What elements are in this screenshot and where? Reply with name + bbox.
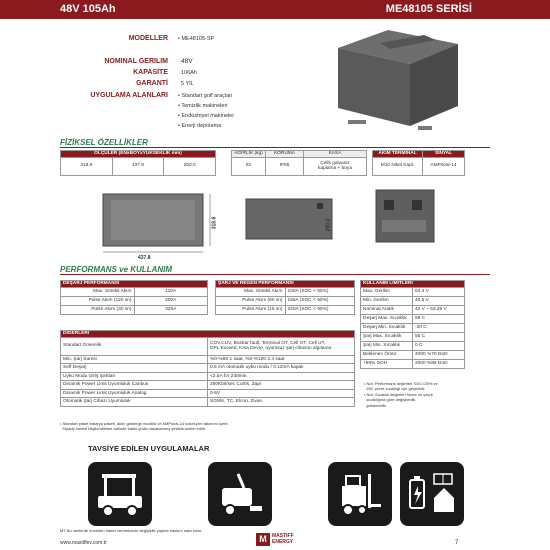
discharge-label: Max. Sürekli Akım — [61, 287, 135, 296]
charge-header: ŞARJ VE REGEN PERFORMANSI — [216, 281, 355, 288]
limit-value: 2000 %85 DoD — [413, 359, 465, 368]
section-divider — [60, 274, 490, 275]
header-bar — [0, 0, 550, 19]
spec-label-warranty: GARANTİ — [136, 80, 168, 87]
series-title: ME48105 SERİSİ — [385, 3, 472, 15]
other-value: SGMS, TC, Elcon, Zivan — [208, 398, 355, 407]
discharge-table — [60, 280, 208, 315]
discharge-value: 110A — [134, 287, 208, 296]
other-value: 250Kbit/sec Curtis, Zapi — [208, 381, 355, 390]
limit-value: 55 C — [413, 332, 465, 341]
physical-section-title: FİZİKSEL ÖZELLİKLER — [60, 138, 148, 147]
limits-notes: • Not: Performans değerleri SOC<25% ve 25C çevre sıcaklığı için geçerlidir. • Not: Sıcaklık değerleri hücre ve çevre sıcaklığına göre değişkenlik gösterebilir. — [364, 381, 438, 408]
spec-label-applications: UYGULAMA ALANLARI — [90, 92, 168, 99]
limit-value: 42 V – 53.25 V — [413, 305, 465, 314]
side-view-drawing — [95, 190, 225, 260]
case-header: KASA — [304, 151, 367, 158]
signal-header: SİNYAL — [423, 151, 465, 158]
weight-table — [231, 150, 367, 176]
limit-label: Min. Gerilim — [361, 296, 413, 305]
other-label: Min. Şarj Süresi — [61, 355, 208, 364]
spec-label-voltage: NOMINAL GERILIM — [104, 58, 168, 65]
other-label: Uyku Modu Giriş Şartları — [61, 372, 208, 381]
limit-value: 4000 %70 DoD — [413, 350, 465, 359]
discharge-label: Pulse Akım (30 sn) — [61, 305, 135, 314]
limit-label: Şarj Max. Sıcaklık — [361, 332, 413, 341]
terminal-table — [372, 150, 465, 176]
brand-logo-icon: M — [256, 533, 270, 546]
other-label: Otomatik Şarj Cihazı Uyumluluk — [61, 398, 208, 407]
charge-value: 100A (SOC < 80%) — [285, 287, 355, 296]
spec-value-app-1: • Standart golf araçları — [178, 93, 233, 99]
charge-value: 155A (SOC < 90%) — [285, 296, 355, 305]
limits-table — [360, 280, 465, 369]
charge-value: 220A (SOC < 90%) — [285, 305, 355, 314]
dim-value: 250.0 — [164, 157, 216, 175]
dim-value: 318.6 — [61, 157, 113, 175]
limit-value: 58 C — [413, 314, 465, 323]
model-title: 48V 105Ah — [60, 3, 116, 15]
terminal-header: AKIM TERMİNAL — [373, 151, 423, 158]
other-value: <2.5A for 240min. — [208, 372, 355, 381]
other-header: DİĞERLERİ — [61, 331, 355, 338]
other-notes: • Standart paket batarya paketi, akıllı gösterge modülü ve AMPseal-14 soket-pim takımını içerir. Sipariş öncesi bilgilendirilme halinde kablo grubu tasarlanmış şekilde teslim edilir. — [60, 421, 229, 432]
other-value: 0-5V — [208, 389, 355, 398]
dims-header: ÖLÇÜLER (ENxBOYxYÜKSEKLİK mm) — [61, 151, 216, 158]
protection-value: IP65 — [266, 157, 304, 175]
discharge-value: 320A — [134, 305, 208, 314]
spec-value-app-2: • Temizlik makineleri — [178, 103, 228, 109]
disclaimer-text: MT Bu verilerde önceden haber vermeksizin değişiklik yapma hakkını saklı tutar. — [60, 528, 202, 533]
spec-label-capacity: KAPASİTE — [133, 69, 168, 76]
spec-value-models: • ME48105-SP — [178, 36, 215, 42]
other-value: 0.6 mA otomatik uyku modu / 0.12mA kapalı — [208, 364, 355, 373]
page-number: 7 — [455, 540, 459, 546]
dimensions-table — [60, 150, 216, 176]
limit-label: Nominal Aralık — [361, 305, 413, 314]
weight-header: AĞIRLIK (kg) — [232, 151, 266, 158]
limit-value: 0 C — [413, 341, 465, 350]
signal-value: AMPseal-14 — [423, 157, 465, 175]
limit-label: Beklenen Ömür — [361, 350, 413, 359]
drawing-width-label: 437.8 — [138, 255, 151, 261]
terminal-value: M10 Nikel Kapl. — [373, 157, 423, 175]
golf-cart-icon — [88, 462, 152, 526]
spec-label-models: MODELLER — [128, 35, 168, 42]
limit-label: Max. Gerilim — [361, 287, 413, 296]
terminal-view-drawing — [372, 186, 437, 246]
applications-title: TAVSİYE EDİLEN UYGULAMALAR — [88, 444, 210, 453]
other-label: Dinamik Power Limit Uyumluluk Analog — [61, 389, 208, 398]
other-label: Self Deşarj — [61, 364, 208, 373]
limit-label: +80% SOH — [361, 359, 413, 368]
website-link[interactable]: www.mastiffev.com.tr — [60, 540, 107, 546]
charge-label: Pulse Akım (60 sn) — [216, 296, 286, 305]
spec-value-app-3: • Endüstriyel makineler — [178, 113, 235, 119]
limit-value: 40.5 V — [413, 296, 465, 305]
charge-label: Pulse Akım (15 sn) — [216, 305, 286, 314]
spec-value-app-4: • Enerji depolama — [178, 123, 222, 129]
weight-value: 62 — [232, 157, 266, 175]
other-value: %0-%80 1 saat, %0-%100 2.4 saat — [208, 355, 355, 364]
other-label: Dinamik Power Limit Uyumluluk Canbus — [61, 381, 208, 390]
brand-name: MASTIFF ENERGY — [272, 533, 294, 545]
energy-storage-icon — [400, 462, 464, 526]
forklift-icon — [328, 462, 392, 526]
spec-value-warranty: 5 YIL — [181, 81, 194, 87]
discharge-header: DEŞARJ PERFORMANSI — [61, 281, 208, 288]
other-label: Standart Güvenlik — [61, 337, 208, 355]
case-value: Çelik galvaniz kaplama + boya — [304, 157, 367, 175]
discharge-value: 200A — [134, 296, 208, 305]
limit-label: Deşarj Min. Sıcaklık — [361, 323, 413, 332]
limit-value: 54.4 V — [413, 287, 465, 296]
other-value: COV,CUV, Busbar fault, Terminal OT, Cell OT, Cell UT, DPL Exceed, Kısa Devre, uyumsuz şarj cihazını algılama — [208, 337, 355, 355]
performance-section-title: PERFORMANS ve KULLANIM — [60, 265, 173, 274]
limit-value: -20 C — [413, 323, 465, 332]
protection-header: KORUMA — [266, 151, 304, 158]
drawing-height-label: 250.0 — [325, 218, 332, 232]
spec-value-voltage: 48V — [181, 58, 193, 65]
discharge-label: Pulse Akım (120 sn) — [61, 296, 135, 305]
dim-value: 437.8 — [112, 157, 164, 175]
charge-table — [215, 280, 355, 315]
battery-product-image — [318, 26, 468, 134]
limit-label: Şarj Min. Sıcaklık — [361, 341, 413, 350]
section-divider — [60, 147, 490, 148]
spec-value-capacity: 106Ah — [181, 70, 197, 76]
cleaning-machine-icon — [208, 462, 272, 526]
charge-label: Max. Sürekli Akım — [216, 287, 286, 296]
limit-label: Deşarj Max. Sıcaklık — [361, 314, 413, 323]
drawing-depth-label: 318.6 — [211, 216, 218, 230]
limits-header: KULLANIM LİMİTLERİ — [361, 281, 465, 288]
other-table — [60, 330, 355, 407]
